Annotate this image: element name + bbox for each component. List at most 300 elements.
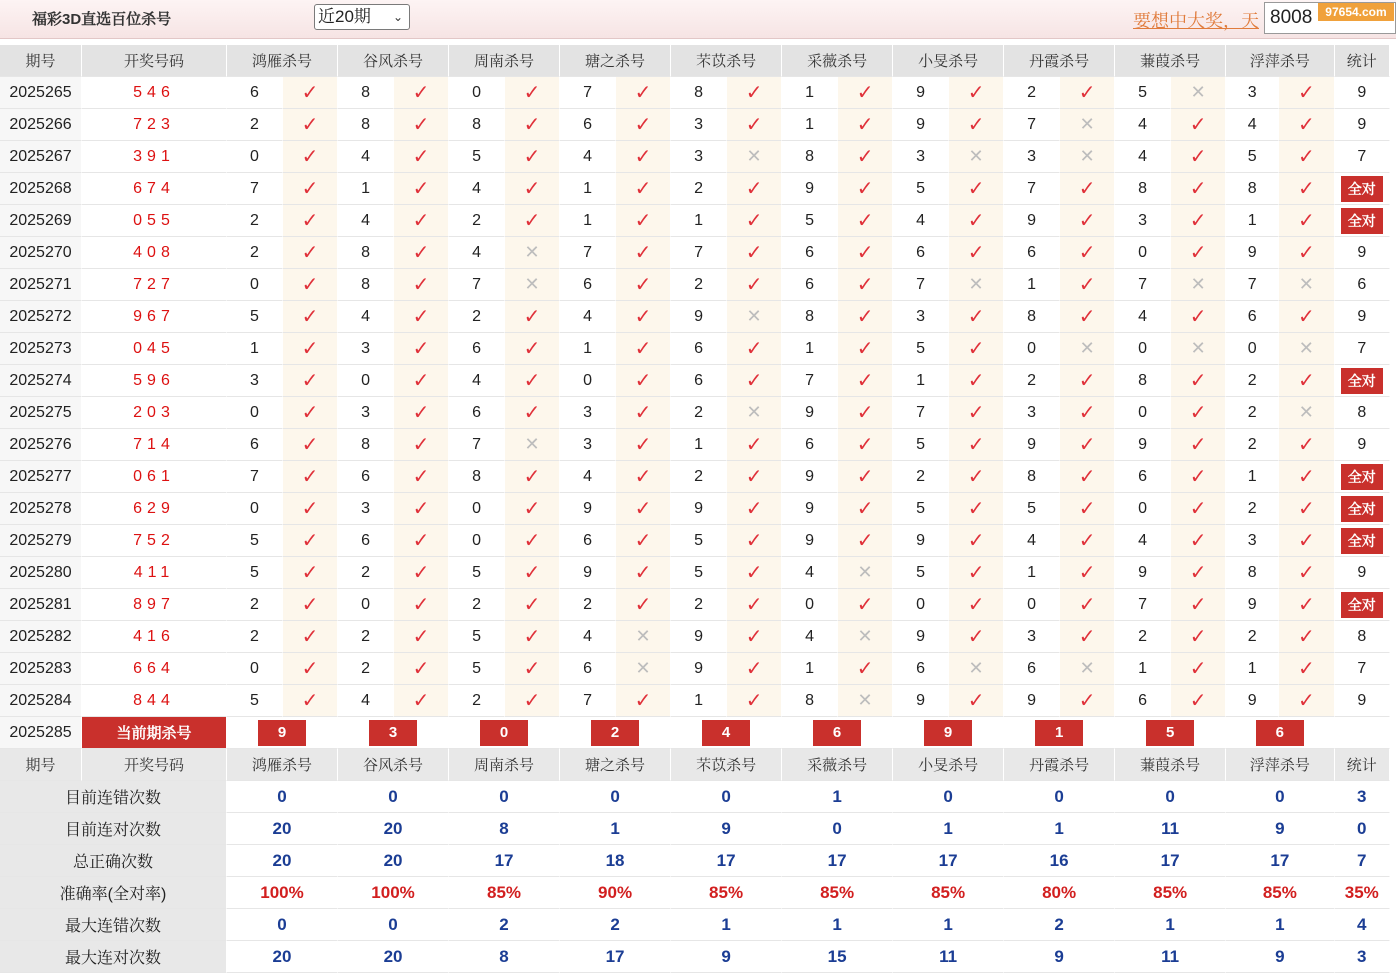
check-mark: ✓ xyxy=(1297,594,1315,616)
check-icon xyxy=(838,109,893,141)
kill-number: 1 xyxy=(1115,653,1171,685)
check-mark: ✓ xyxy=(856,370,874,392)
column-header: 蒹葭杀号 xyxy=(1115,45,1226,77)
check-icon xyxy=(949,685,1004,717)
summary-value: 11 xyxy=(893,941,1004,973)
table-row xyxy=(0,429,1390,461)
check-icon xyxy=(394,621,449,653)
check-mark: ✓ xyxy=(1297,690,1315,712)
check-icon xyxy=(394,365,449,397)
check-icon xyxy=(394,525,449,557)
column-header: 期号 xyxy=(0,45,82,77)
kill-number: 9 xyxy=(1226,685,1279,717)
kill-number: 6 xyxy=(560,653,616,685)
cross-mark: ✕ xyxy=(1298,274,1314,294)
table-row xyxy=(0,621,1390,653)
column-header: 丹霞杀号 xyxy=(1004,45,1115,77)
kill-number: 6 xyxy=(782,269,838,301)
kill-number: 2 xyxy=(671,173,727,205)
summary-row xyxy=(0,941,1390,973)
kill-number: 3 xyxy=(893,301,949,333)
summary-value: 8 xyxy=(449,813,560,845)
summary-value: 85% xyxy=(782,877,893,909)
current-kill-cell xyxy=(338,717,449,749)
check-mark: ✓ xyxy=(745,434,763,456)
check-icon xyxy=(1060,429,1115,461)
check-mark: ✓ xyxy=(856,274,874,296)
kill-number: 6 xyxy=(1004,653,1060,685)
kill-number: 5 xyxy=(1115,77,1171,109)
check-mark: ✓ xyxy=(967,178,985,200)
kill-number: 8 xyxy=(1226,557,1279,589)
check-mark: ✓ xyxy=(1189,690,1207,712)
issue-number: 2025275 xyxy=(0,397,82,429)
kill-number: 9 xyxy=(1004,685,1060,717)
cross-icon xyxy=(838,621,893,653)
kill-number: 2 xyxy=(227,589,283,621)
current-kill-cell xyxy=(560,717,671,749)
summary-value: 0 xyxy=(1115,781,1226,813)
check-mark: ✓ xyxy=(856,402,874,424)
check-mark: ✓ xyxy=(412,658,430,680)
check-icon xyxy=(838,237,893,269)
check-icon xyxy=(283,429,338,461)
kill-number: 5 xyxy=(1004,493,1060,525)
check-icon xyxy=(949,333,1004,365)
column-header: 谷风杀号 xyxy=(338,45,449,77)
check-mark: ✓ xyxy=(967,434,985,456)
issue-number: 2025280 xyxy=(0,557,82,589)
column-header: 丹霞杀号 xyxy=(1004,749,1115,781)
kill-number: 0 xyxy=(1115,397,1171,429)
check-mark: ✓ xyxy=(634,242,652,264)
check-mark: ✓ xyxy=(523,498,541,520)
check-icon xyxy=(949,397,1004,429)
check-mark: ✓ xyxy=(523,658,541,680)
check-icon xyxy=(1060,237,1115,269)
check-mark: ✓ xyxy=(967,370,985,392)
kill-number: 9 xyxy=(1115,429,1171,461)
kill-number: 4 xyxy=(1115,109,1171,141)
check-mark: ✓ xyxy=(301,338,319,360)
check-icon xyxy=(1279,525,1334,557)
summary-label: 总正确次数 xyxy=(0,845,227,877)
check-icon xyxy=(949,205,1004,237)
summary-value: 85% xyxy=(671,877,782,909)
check-icon xyxy=(505,621,560,653)
check-mark: ✓ xyxy=(1189,434,1207,456)
check-mark: ✓ xyxy=(1297,178,1315,200)
summary-value: 0 xyxy=(338,781,449,813)
summary-value: 1 xyxy=(560,813,671,845)
check-icon xyxy=(505,685,560,717)
check-mark: ✓ xyxy=(1189,370,1207,392)
kill-number: 2 xyxy=(449,589,505,621)
check-mark: ✓ xyxy=(856,242,874,264)
kill-number: 3 xyxy=(338,333,394,365)
table-row xyxy=(0,493,1390,525)
row-stat xyxy=(1335,589,1390,621)
kill-number: 5 xyxy=(449,653,505,685)
draw-number: 546 xyxy=(82,77,227,109)
check-mark: ✓ xyxy=(634,114,652,136)
summary-value: 3 xyxy=(1335,781,1390,813)
check-icon xyxy=(616,685,671,717)
kill-number: 5 xyxy=(449,557,505,589)
kill-number: 5 xyxy=(782,205,838,237)
kill-number: 9 xyxy=(893,685,949,717)
kill-number: 7 xyxy=(560,77,616,109)
check-mark: ✓ xyxy=(745,626,763,648)
check-mark: ✓ xyxy=(412,402,430,424)
check-mark: ✓ xyxy=(412,562,430,584)
summary-value: 0 xyxy=(671,781,782,813)
check-mark: ✓ xyxy=(634,370,652,392)
summary-value: 0 xyxy=(227,781,338,813)
summary-value: 0 xyxy=(893,781,1004,813)
row-stat xyxy=(1335,109,1390,141)
current-kill-number: 0 xyxy=(480,720,528,746)
cross-icon xyxy=(1060,109,1115,141)
kill-number: 0 xyxy=(1226,333,1279,365)
cross-mark: ✕ xyxy=(524,274,540,294)
summary-value: 17 xyxy=(671,845,782,877)
kill-number: 4 xyxy=(449,365,505,397)
kill-number: 7 xyxy=(449,269,505,301)
check-mark: ✓ xyxy=(1078,242,1096,264)
current-stat xyxy=(1335,717,1390,749)
check-mark: ✓ xyxy=(1078,210,1096,232)
kill-number: 0 xyxy=(782,589,838,621)
issue-number: 2025271 xyxy=(0,269,82,301)
check-mark: ✓ xyxy=(1078,82,1096,104)
kill-number: 2 xyxy=(1115,621,1171,653)
summary-value: 1 xyxy=(893,813,1004,845)
check-mark: ✓ xyxy=(745,114,763,136)
check-icon xyxy=(616,333,671,365)
table-row xyxy=(0,397,1390,429)
check-mark: ✓ xyxy=(523,562,541,584)
cross-mark: ✕ xyxy=(746,146,762,166)
check-mark: ✓ xyxy=(1078,178,1096,200)
summary-value: 20 xyxy=(227,941,338,973)
row-stat xyxy=(1335,301,1390,333)
column-header: 小旻杀号 xyxy=(893,45,1004,77)
check-mark: ✓ xyxy=(412,434,430,456)
check-mark: ✓ xyxy=(1189,594,1207,616)
check-icon xyxy=(1171,301,1226,333)
check-mark: ✓ xyxy=(634,690,652,712)
column-header: 鸿雁杀号 xyxy=(227,45,338,77)
check-icon xyxy=(616,141,671,173)
kill-number: 2 xyxy=(227,237,283,269)
summary-value: 100% xyxy=(227,877,338,909)
summary-value: 85% xyxy=(1226,877,1334,909)
column-header: 周南杀号 xyxy=(449,749,560,781)
check-icon xyxy=(616,557,671,589)
check-icon xyxy=(1171,141,1226,173)
check-icon xyxy=(1171,205,1226,237)
row-stat-value: 9 xyxy=(1357,563,1367,581)
table-row xyxy=(0,173,1390,205)
check-mark: ✓ xyxy=(412,626,430,648)
check-mark: ✓ xyxy=(523,82,541,104)
kill-number: 4 xyxy=(338,685,394,717)
check-mark: ✓ xyxy=(634,178,652,200)
check-icon xyxy=(1279,653,1334,685)
kill-number: 1 xyxy=(782,653,838,685)
all-right-badge: 全对 xyxy=(1341,464,1383,490)
check-mark: ✓ xyxy=(412,466,430,488)
kill-number: 2 xyxy=(338,557,394,589)
check-mark: ✓ xyxy=(745,370,763,392)
draw-number: 714 xyxy=(82,429,227,461)
row-stat xyxy=(1335,557,1390,589)
check-mark: ✓ xyxy=(301,402,319,424)
check-icon xyxy=(727,365,782,397)
check-mark: ✓ xyxy=(301,626,319,648)
kill-number: 4 xyxy=(338,141,394,173)
summary-value: 1 xyxy=(1226,909,1334,941)
kill-number: 7 xyxy=(1226,269,1279,301)
issue-number: 2025269 xyxy=(0,205,82,237)
check-icon xyxy=(1279,493,1334,525)
check-icon xyxy=(1060,493,1115,525)
check-icon xyxy=(1171,653,1226,685)
kill-number: 6 xyxy=(1115,685,1171,717)
cross-icon xyxy=(616,621,671,653)
summary-value: 0 xyxy=(782,813,893,845)
check-icon xyxy=(1171,365,1226,397)
check-icon xyxy=(1060,301,1115,333)
check-mark: ✓ xyxy=(412,690,430,712)
kill-number: 2 xyxy=(1226,493,1279,525)
check-mark: ✓ xyxy=(634,306,652,328)
check-mark: ✓ xyxy=(301,370,319,392)
issue-number: 2025274 xyxy=(0,365,82,397)
check-icon xyxy=(949,109,1004,141)
check-icon xyxy=(505,653,560,685)
check-mark: ✓ xyxy=(856,306,874,328)
check-icon xyxy=(616,429,671,461)
summary-value: 3 xyxy=(1335,941,1390,973)
draw-number: 045 xyxy=(82,333,227,365)
kill-number: 8 xyxy=(449,109,505,141)
check-icon xyxy=(838,269,893,301)
kill-number: 2 xyxy=(1226,429,1279,461)
current-kill-number: 4 xyxy=(702,720,750,746)
check-mark: ✓ xyxy=(634,82,652,104)
kill-number: 1 xyxy=(782,333,838,365)
check-mark: ✓ xyxy=(1189,530,1207,552)
kill-number: 9 xyxy=(1226,237,1279,269)
check-icon xyxy=(838,77,893,109)
check-icon xyxy=(1279,557,1334,589)
column-header: 期号 xyxy=(0,749,82,781)
kill-number: 0 xyxy=(893,589,949,621)
check-icon xyxy=(616,77,671,109)
kill-number: 8 xyxy=(338,109,394,141)
check-icon xyxy=(1171,397,1226,429)
check-icon xyxy=(616,173,671,205)
chevron-down-icon: ⌄ xyxy=(392,10,403,24)
table-row xyxy=(0,653,1390,685)
draw-number: 411 xyxy=(82,557,227,589)
summary-value: 20 xyxy=(227,813,338,845)
issue-number: 2025278 xyxy=(0,493,82,525)
column-header: 芣苡杀号 xyxy=(671,45,782,77)
current-period-row xyxy=(0,717,1390,749)
check-icon xyxy=(394,461,449,493)
kill-number: 0 xyxy=(338,589,394,621)
period-select[interactable] xyxy=(314,4,410,30)
check-icon xyxy=(838,493,893,525)
kill-number: 5 xyxy=(227,525,283,557)
kill-number: 0 xyxy=(1115,493,1171,525)
check-mark: ✓ xyxy=(745,210,763,232)
current-kill-number: 1 xyxy=(1035,720,1083,746)
check-icon xyxy=(616,397,671,429)
check-mark: ✓ xyxy=(1078,274,1096,296)
summary-value: 20 xyxy=(338,813,449,845)
check-icon xyxy=(283,365,338,397)
kill-number: 0 xyxy=(338,365,394,397)
check-mark: ✓ xyxy=(412,178,430,200)
table-row xyxy=(0,365,1390,397)
kill-number: 5 xyxy=(893,429,949,461)
check-mark: ✓ xyxy=(412,370,430,392)
check-icon xyxy=(949,365,1004,397)
check-icon xyxy=(727,77,782,109)
check-icon xyxy=(838,333,893,365)
row-stat xyxy=(1335,493,1390,525)
check-mark: ✓ xyxy=(301,82,319,104)
check-icon xyxy=(394,589,449,621)
kill-number: 9 xyxy=(671,621,727,653)
kill-number: 5 xyxy=(449,141,505,173)
cross-mark: ✕ xyxy=(1079,658,1095,678)
check-mark: ✓ xyxy=(1189,178,1207,200)
summary-row xyxy=(0,845,1390,877)
kill-number: 2 xyxy=(1226,397,1279,429)
promo-link[interactable]: 要想中大奖，天 xyxy=(1133,11,1259,31)
issue-number: 2025267 xyxy=(0,141,82,173)
check-icon xyxy=(727,621,782,653)
check-mark: ✓ xyxy=(745,594,763,616)
check-mark: ✓ xyxy=(1189,242,1207,264)
kill-number: 1 xyxy=(227,333,283,365)
check-mark: ✓ xyxy=(523,114,541,136)
row-stat-value: 8 xyxy=(1357,403,1367,421)
check-mark: ✓ xyxy=(1078,402,1096,424)
check-mark: ✓ xyxy=(1297,530,1315,552)
check-icon xyxy=(949,173,1004,205)
check-mark: ✓ xyxy=(301,466,319,488)
check-icon xyxy=(838,365,893,397)
check-mark: ✓ xyxy=(1189,498,1207,520)
cross-mark: ✕ xyxy=(1298,402,1314,422)
all-right-badge: 全对 xyxy=(1341,496,1383,522)
issue-number: 2025277 xyxy=(0,461,82,493)
kill-number: 4 xyxy=(782,557,838,589)
check-icon xyxy=(505,141,560,173)
kill-number: 4 xyxy=(782,621,838,653)
current-kill-number: 3 xyxy=(369,720,417,746)
kill-number: 4 xyxy=(893,205,949,237)
kill-number: 1 xyxy=(1004,557,1060,589)
cross-icon xyxy=(505,237,560,269)
current-kill-number: 2 xyxy=(591,720,639,746)
check-mark: ✓ xyxy=(1297,114,1315,136)
kill-number: 4 xyxy=(560,301,616,333)
check-icon xyxy=(505,525,560,557)
check-mark: ✓ xyxy=(301,594,319,616)
row-stat-value: 9 xyxy=(1357,691,1367,709)
draw-number: 408 xyxy=(82,237,227,269)
check-icon xyxy=(1279,141,1334,173)
check-mark: ✓ xyxy=(523,690,541,712)
check-icon xyxy=(283,205,338,237)
check-mark: ✓ xyxy=(301,498,319,520)
check-icon xyxy=(1279,365,1334,397)
check-mark: ✓ xyxy=(523,402,541,424)
draw-number: 723 xyxy=(82,109,227,141)
draw-number: 897 xyxy=(82,589,227,621)
check-icon xyxy=(283,269,338,301)
check-mark: ✓ xyxy=(634,402,652,424)
kill-number: 6 xyxy=(671,365,727,397)
table-row xyxy=(0,461,1390,493)
cross-icon xyxy=(1060,333,1115,365)
cross-mark: ✕ xyxy=(968,146,984,166)
cross-icon xyxy=(505,429,560,461)
kill-number: 1 xyxy=(1004,269,1060,301)
summary-value: 35% xyxy=(1335,877,1390,909)
check-icon xyxy=(1279,205,1334,237)
kill-number: 6 xyxy=(338,461,394,493)
kill-number: 1 xyxy=(560,205,616,237)
check-icon xyxy=(727,493,782,525)
summary-value: 0 xyxy=(449,781,560,813)
check-icon xyxy=(616,237,671,269)
kill-number: 5 xyxy=(1226,141,1279,173)
cross-icon xyxy=(1060,141,1115,173)
check-icon xyxy=(1060,589,1115,621)
check-icon xyxy=(1279,621,1334,653)
issue-number: 2025279 xyxy=(0,525,82,557)
check-mark: ✓ xyxy=(745,530,763,552)
kill-number: 9 xyxy=(560,557,616,589)
check-icon xyxy=(283,525,338,557)
draw-number: 055 xyxy=(82,205,227,237)
cross-mark: ✕ xyxy=(857,626,873,646)
cross-icon xyxy=(727,141,782,173)
column-header: 浮萍杀号 xyxy=(1226,45,1334,77)
check-icon xyxy=(838,205,893,237)
check-mark: ✓ xyxy=(967,210,985,232)
check-mark: ✓ xyxy=(634,530,652,552)
check-icon xyxy=(727,461,782,493)
check-mark: ✓ xyxy=(412,498,430,520)
check-icon xyxy=(949,237,1004,269)
summary-row xyxy=(0,877,1390,909)
issue-number: 2025272 xyxy=(0,301,82,333)
check-mark: ✓ xyxy=(301,242,319,264)
kill-number: 3 xyxy=(227,365,283,397)
draw-number: 596 xyxy=(82,365,227,397)
cross-icon xyxy=(1171,269,1226,301)
cross-icon xyxy=(1279,333,1334,365)
